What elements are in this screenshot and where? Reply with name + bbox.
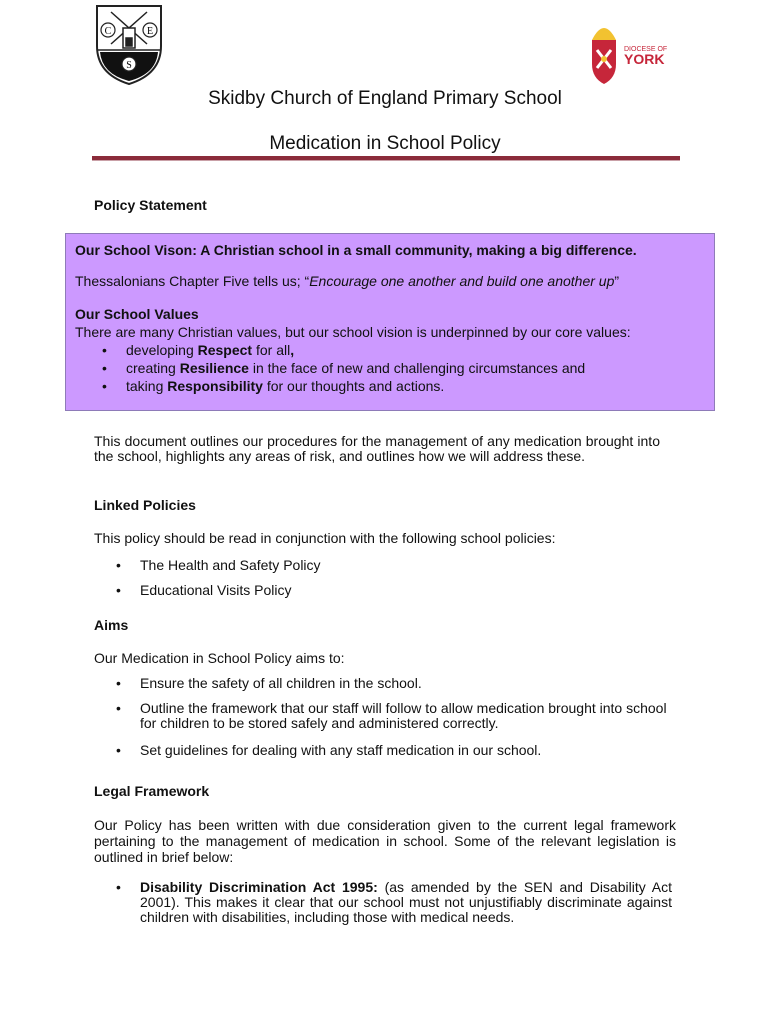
bullet-icon: • (116, 879, 121, 895)
bullet-icon: • (102, 360, 107, 376)
policy-title: Medication in School Policy (269, 133, 501, 154)
list-item: • Disability Discrimination Act 1995: (as amended by the SEN and Disability Act 2001). This makes it clear that our school must not unjustifiably discriminate against children with disabilities, including those with medical needs. (116, 879, 672, 925)
list-item: • taking Responsibility for our thoughts and actions. (102, 378, 445, 394)
bullet-icon: • (116, 742, 121, 758)
school-crest-logo (94, 4, 164, 86)
diocese-small-text: DIOCESE OF (624, 46, 668, 53)
list-item: • The Health and Safety Policy (116, 557, 321, 573)
bullet-icon: • (116, 582, 121, 598)
list-item: • creating Resilience in the face of new and challenging circumstances and (102, 360, 586, 376)
aims-intro: Our Medication in School Policy aims to: (94, 650, 345, 666)
diocese-large-text: YORK (624, 51, 665, 67)
values-intro: There are many Christian values, but our school vision is underpinned by our core values: (75, 324, 631, 340)
values-list (102, 341, 585, 395)
list-item: • Outline the framework that our staff will follow to allow medication brought into school for children to be stored safely and administered correctly. (116, 700, 667, 731)
thess-quote: Encourage one another and build one another up (309, 273, 615, 289)
thess-end: ” (614, 273, 620, 289)
list-item: • developing Respect for all, (102, 342, 295, 358)
crest-letter-e: E (146, 26, 154, 37)
list-item: • Educational Visits Policy (116, 582, 292, 598)
bullet-icon: • (102, 342, 107, 358)
linked-policies-intro: This policy should be read in conjunction with the following school policies: (94, 530, 556, 546)
title-divider (92, 156, 680, 161)
crest-letter-s: S (126, 60, 132, 71)
list-item: • Ensure the safety of all children in the school. (116, 675, 422, 691)
bullet-icon: • (116, 675, 121, 691)
crest-letter-c: C (104, 26, 112, 37)
linked-policies-heading: Linked Policies (94, 497, 196, 513)
school-name: Skidby Church of England Primary School (208, 88, 562, 109)
legal-intro: Our Policy has been written with due consideration given to the current legal framework pertaining to the management of medication in school. Some of the relevant legislation is outlined in brief below: (94, 817, 676, 865)
values-title: Our School Values (75, 306, 199, 322)
diocese-of-york-logo (584, 20, 674, 86)
bullet-icon: • (116, 700, 121, 716)
mitre-icon (592, 28, 616, 84)
thess-lead: Thessalonians Chapter Five tells us; “ (75, 273, 310, 289)
legal-framework-heading: Legal Framework (94, 783, 210, 799)
list-item: • Set guidelines for dealing with any staff medication in our school. (116, 742, 542, 758)
policy-statement-heading: Policy Statement (94, 197, 207, 213)
bullet-icon: • (116, 557, 121, 573)
thessalonians-line (75, 273, 619, 289)
vision-box (65, 233, 715, 411)
aims-heading: Aims (94, 617, 129, 633)
vision-title: Our School Vison: A Christian school in a small community, making a big difference. (75, 242, 637, 258)
bullet-icon: • (102, 378, 107, 394)
intro-paragraph: This document outlines our procedures for the management of any medication brought into the school, highlights any areas of risk, and outlines how we will address these. (94, 433, 660, 464)
